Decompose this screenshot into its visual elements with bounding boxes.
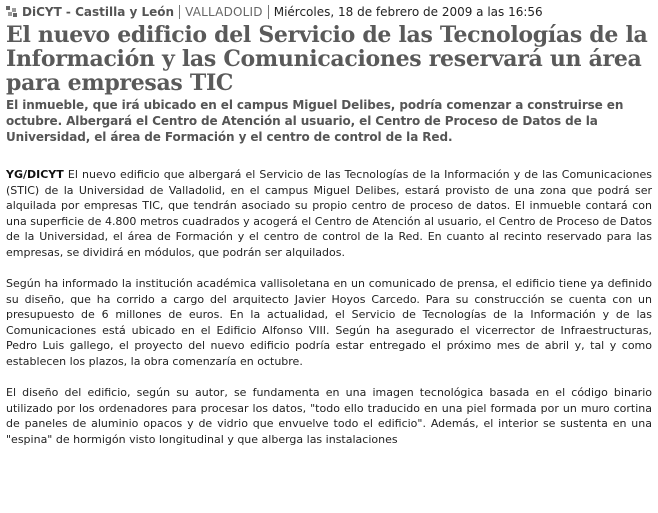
article-body [6,167,652,447]
paragraph-text: El nuevo edificio que albergará el Servicio de las Tecnologías de la Información y de las Comunicaciones (STIC) de la Universidad de Valladolid, en el campus Miguel Delibes, estará provisto de una zona que podrá ser alquilada por empresas TIC, que tendrán asociado su propio centro de proceso de datos. El inmueble contará con una superficie de 4.800 metros cuadrados y acogerá el Centro de Atención al usuario, el Centro de Proceso de Datos de la Universidad, el área de Formación y el centro de control de la Red. En cuanto al recinto reservado para las empresas, se dividirá en módulos, que podrán ser alquilados. [6,168,652,259]
article-title: El nuevo edificio del Servicio de las Tecnologías de la Información y las Comunicaciones reservará un área para empresas TIC [6,22,648,96]
body-paragraph: Según ha informado la institución académica vallisoletana en un comunicado de prensa, el edificio tiene ya definido su diseño, que ha corrido a cargo del arquitecto Javier Hoyos Carcedo. Para su construcción se cuenta con un presupuesto de 6 millones de euros. En la actualidad, el Servicio de Tecnologías de la Información y de las Comunicaciones está ubicado en el Edificio Alfonso VIII. Según ha asegurado el vicerrector de Infraestructuras, Pedro Luis gallego, el proyecto del nuevo edificio podría estar entregado el próximo mes de abril y, tal y como establecen los plazos, la obra comenzaría en octubre. [6,277,652,368]
place-label: VALLADOLID [185,5,263,19]
byline: YG/DICYT [6,168,64,181]
dicyt-logo-icon [6,6,18,18]
article-page [0,2,658,513]
divider [268,5,269,19]
divider [179,5,180,19]
body-paragraph [6,167,652,260]
date-label: Miércoles, 18 de febrero de 2009 a las 16:56 [273,5,543,19]
body-paragraph: El diseño del edificio, según su autor, se fundamenta en una imagen tecnológica basada en el código binario utilizado por los ordenadores para procesar los datos, "todo ello traducido en una piel formada por un muro cortina de paneles de aluminio opacos y de vidrio que envuelve todo el edificio". Además, el interior se sustenta en una "espina" de hormigón visto longitudinal y que alberga las instalaciones [6,386,652,446]
source-label[interactable]: DiCYT - Castilla y León [22,5,175,19]
article-lead: El inmueble, que irá ubicado en el campus Miguel Delibes, podría comenzar a construirse en octubre. Albergará el Centro de Atención al usuario, el Centro de Proceso de Datos de la Universidad, el área de Formación y el centro de control de la Red. [6,98,624,144]
article-meta [6,2,652,22]
